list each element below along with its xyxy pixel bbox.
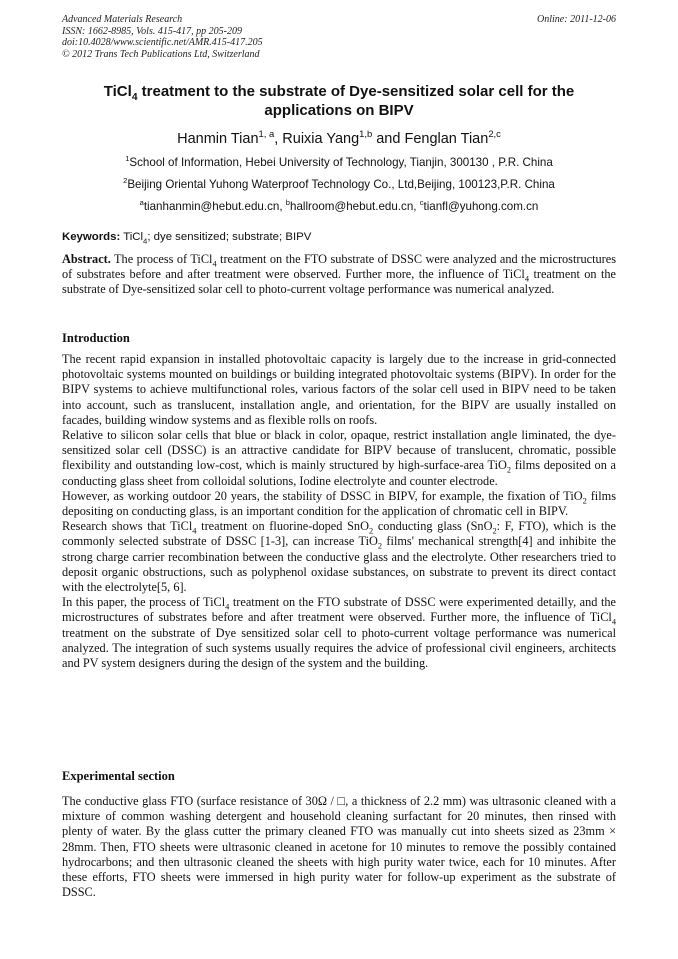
abstract-text: The process of TiCl [110, 252, 213, 266]
intro-paragraph-2 [62, 428, 616, 489]
email-c-mark: c [419, 198, 424, 208]
author-1-affil: 1, a [258, 128, 275, 140]
experimental-heading: Experimental section [62, 769, 175, 783]
intro-paragraph-4 [62, 519, 616, 595]
intro-text: films' mechanical strength[4] and inhibite the strong charge carrier recombination between the conductive glass and the electrolyte. Other researchers tried to deposit organic obstructions, such as polyphenol oxidase substances, on substrate to prevent its direct contact with the electrolyte[5, 6]. [62, 534, 616, 595]
title-subscript: 4 [131, 92, 138, 103]
intro-text: films deposited on a conducting glass sheet from colloidal solutions, Iodine electrolyte and counter electrode. [62, 458, 616, 488]
author-2-affil: 1,b [359, 128, 373, 140]
keywords-text-1: TiCl [120, 231, 144, 243]
introduction-heading: Introduction [62, 331, 130, 345]
intro-paragraph-3 [62, 489, 616, 519]
intro-paragraph-5 [62, 595, 616, 671]
abstract-text: treatment on the FTO substrate of DSSC were analyzed and the microstructures of substrates before and after treatment were observed. Further more, the influence of TiCl [62, 252, 616, 282]
intro-subscript: 4 [611, 617, 616, 627]
introduction-body [62, 352, 616, 671]
intro-subscript: 2 [368, 526, 374, 536]
intro-text: treatment on fluorine-doped SnO [196, 519, 369, 534]
affiliation-2 [62, 178, 616, 192]
journal-name: Advanced Materials Research [62, 14, 183, 25]
abstract-text: treatment on the substrate of Dye-sensitized solar cell to photo-current voltage performance was numerical analyzed. [62, 267, 616, 297]
intro-text: However, as working outdoor 20 years, the stability of DSSC in BIPV, for example, the fixation of TiO [62, 488, 583, 503]
author-1: Hanmin Tian [177, 131, 259, 147]
keywords-text-2: ; dye sensitized; substrate; BIPV [147, 231, 312, 243]
copyright-line: © 2012 Trans Tech Publications Ltd, Switzerland [62, 48, 260, 60]
email-b-mark: b [285, 198, 290, 208]
doi-line: doi:10.4028/www.scientific.net/AMR.415-417.205 [62, 37, 263, 48]
intro-subscript: 2 [506, 465, 512, 475]
keywords-label: Keywords: [62, 231, 121, 243]
online-date: Online: 2011-12-06 [537, 14, 616, 25]
keywords [62, 230, 616, 244]
affiliation-1-mark: 1 [125, 154, 130, 164]
author-2: , Ruixia Yang [274, 131, 360, 147]
intro-subscript: 2 [582, 496, 587, 506]
title-text-2: treatment to the substrate of Dye-sensitized solar cell for the applications on BIPV [137, 83, 575, 119]
email-c[interactable]: tianfl@yuhong.com.cn [423, 200, 539, 213]
abstract-label: Abstract. [62, 252, 111, 266]
email-a-mark: a [139, 198, 144, 208]
author-list [62, 130, 616, 148]
intro-text: Research shows that TiCl [62, 519, 193, 534]
intro-subscript: 2 [492, 526, 497, 536]
abstract-subscript: 4 [212, 259, 217, 269]
affiliation-2-text: Beijing Oriental Yuhong Waterproof Technology Co., Ltd,Beijing, 100123,P.R. China [127, 178, 555, 191]
issn-line: ISSN: 1662-8985, Vols. 415-417, pp 205-209 [62, 25, 242, 37]
running-header [62, 14, 616, 60]
paper-title [62, 82, 616, 120]
intro-text: films depositing on conducting glass, is an important condition for the application of chromatic cell in BIPV. [62, 488, 616, 519]
intro-text: treatment on the FTO substrate of DSSC were experimented detailly, and the microstructures of substrates before and after treatment were observed. Further more, the influence of TiCl [62, 595, 616, 625]
affiliation-2-mark: 2 [123, 176, 128, 186]
intro-subscript: 4 [225, 602, 230, 612]
keywords-subscript: 4 [143, 236, 148, 246]
intro-text: conducting glass (SnO [373, 519, 493, 534]
intro-text: : F, FTO), which is the commonly selected substrate of DSSC [1-3], can increase TiO [62, 519, 616, 549]
intro-text: In this paper, the process of TiCl [62, 595, 226, 610]
experimental-body: The conductive glass FTO (surface resistance of 30Ω / □, a thickness of 2.2 mm) was ultrasonic cleaned with a mixture of common washing detergent and household cleaning surfactant for 20 minutes, then rinsed with plenty of water. By the glass cutter the primary cleaned FTO was manually cut into sheets sized as 23mm × 28mm. Then, FTO sheets were ultrasonic cleaned in acetone for 10 minutes to remove the possibly contained hydrocarbons; and then ultrasonic cleaned the sheets with high purity water twice, each for 10 minutes. After these efforts, FTO sheets were immersed in high purity water for follow-up experiment as the substrate of DSSC. [62, 794, 616, 900]
intro-paragraph-1: The recent rapid expansion in installed photovoltaic capacity is largely due to the increase in grid-connected photovoltaic systems mounted on buildings or building integrated photovoltaic systems (BIPV). In order for the BIPV systems to achieve multifunctional roles, various factors of the solar cell used in BIPV need to be taken into account, such as translucent, installation angle, and orientation, for the BIPV are usually installed on facades, building window systems and as flexible rolls on roofs. [62, 352, 616, 427]
intro-subscript: 2 [377, 541, 383, 551]
title-text-1: TiCl [103, 83, 132, 100]
intro-subscript: 4 [192, 526, 197, 536]
author-3: and Fenglan Tian [372, 131, 489, 147]
affiliation-1-text: School of Information, Hebei University of Technology, Tianjin, 300130 , P.R. China [129, 156, 553, 169]
email-a[interactable]: tianhanmin@hebut.edu.cn, [143, 200, 286, 213]
abstract-subscript: 4 [524, 274, 530, 284]
email-list [62, 200, 616, 214]
abstract [62, 252, 616, 298]
email-b[interactable]: hallroom@hebut.edu.cn, [290, 200, 420, 213]
affiliation-1 [62, 156, 616, 170]
author-3-affil: 2,c [488, 128, 501, 140]
intro-text: Relative to silicon solar cells that blue or black in color, opaque, restrict installation angle liminated, the dye-sensitized solar cell (DSSC) is an attractive candidate for BIPV because of translucent, chromatic, possible flexibility and outstanding low-cost, which is mainly structured by high-surface-area TiO [62, 428, 616, 473]
intro-text: treatment on the substrate of Dye sensitized solar cell to photo-current voltage performance was numerical analyzed. The integration of such systems usually requires the advice of professional civil engineers, architects and PV system designers during the design of the system and the building. [62, 625, 616, 671]
